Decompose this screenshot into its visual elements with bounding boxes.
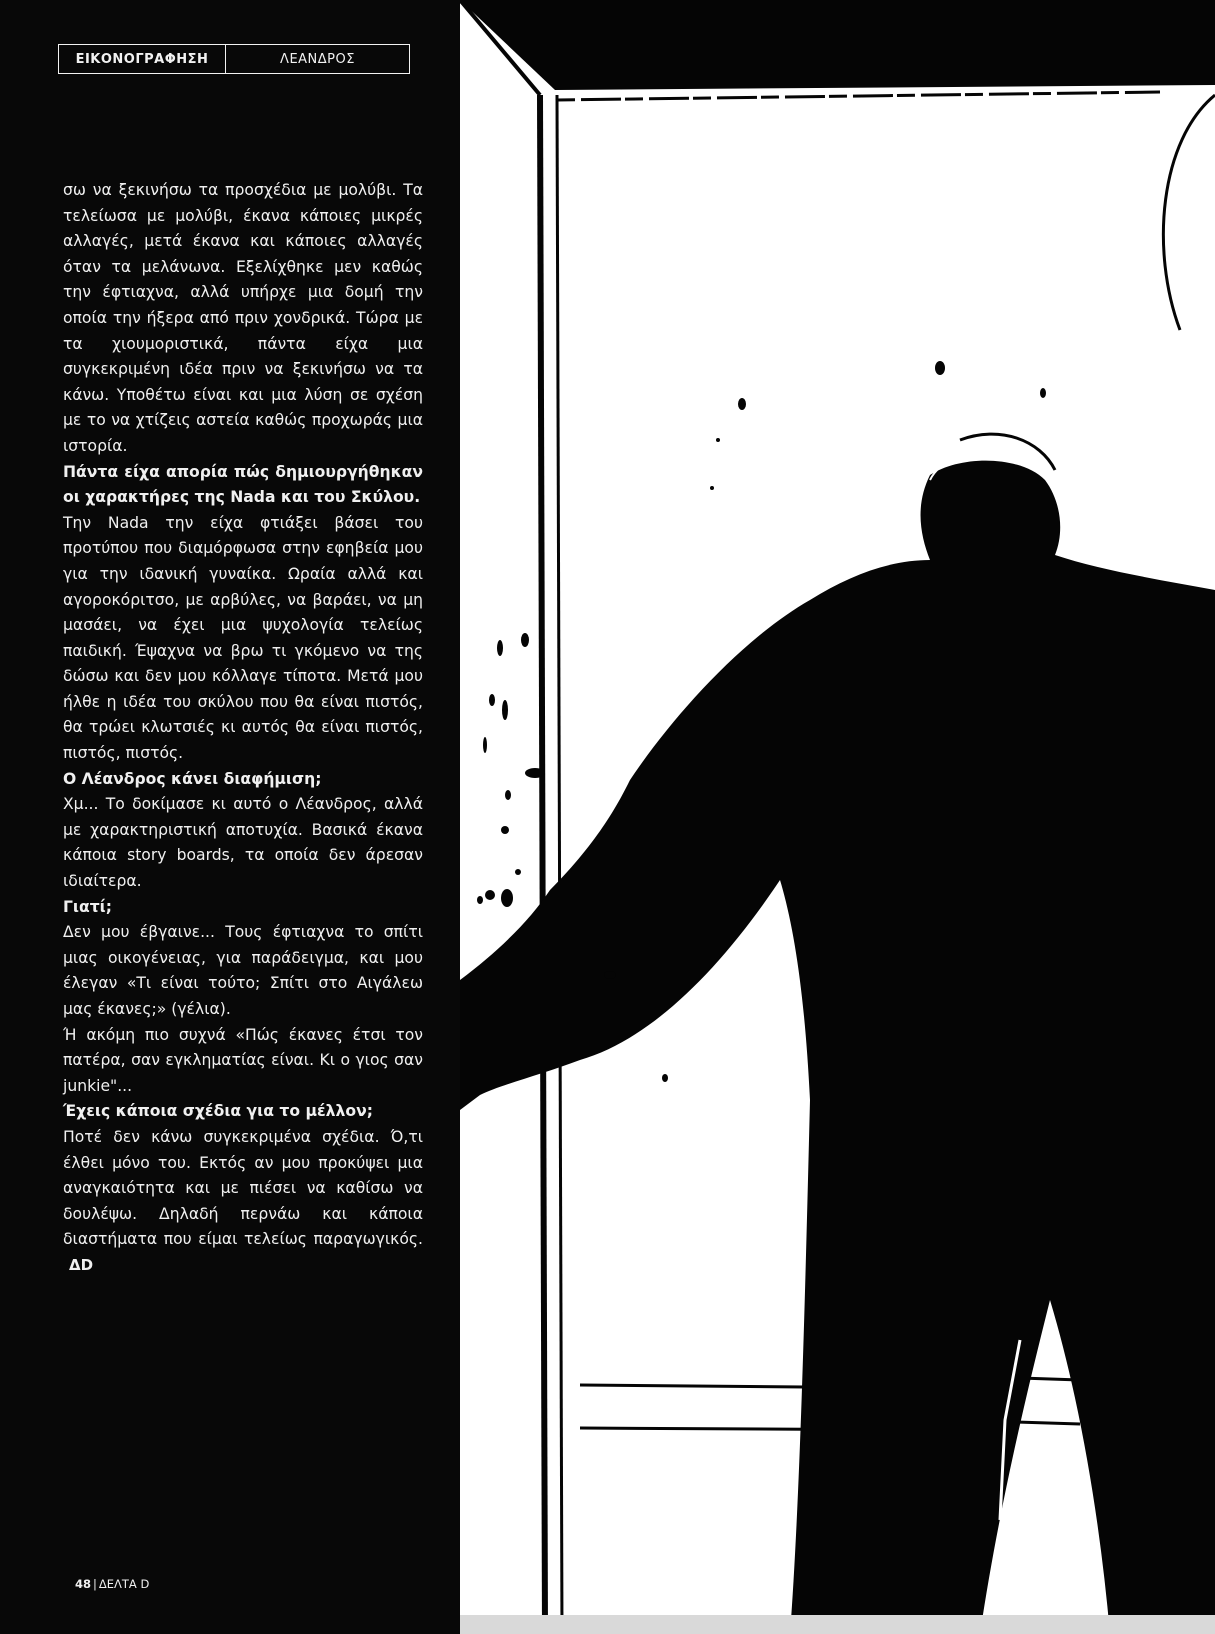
ink-spot bbox=[501, 826, 509, 834]
ink-spot bbox=[477, 896, 483, 904]
ink-spot bbox=[738, 398, 746, 410]
answer-paragraph: Δεν μου έβγαινε... Τους έφτιαχνα το σπίτι μιας οικογένειας, για παράδειγμα, και μου έλεγαν «Τι είναι τούτο; Σπίτι στο Αιγάλεω μας έκανες;» (γέλια). bbox=[63, 923, 423, 1018]
magazine-name: ΔΕΛΤΑ D bbox=[98, 1577, 150, 1591]
ink-spot bbox=[716, 438, 720, 442]
ink-spot bbox=[497, 640, 503, 656]
interview-question: Πάντα είχα απορία πώς δημιουργήθηκαν οι χαρακτήρες της Nada και του Σκύλου. bbox=[63, 462, 423, 507]
ink-spot bbox=[1040, 388, 1046, 398]
answer-paragraph bbox=[63, 1125, 423, 1279]
interview-question: Ο Λέανδρος κάνει διαφήμιση; bbox=[63, 769, 322, 788]
ink-spot bbox=[525, 768, 545, 778]
ink-spot bbox=[604, 971, 616, 979]
ink-spot bbox=[710, 486, 714, 490]
door-lintel bbox=[460, 0, 1215, 90]
section-label: ΕΙΚΟΝΟΓΡΑΦΗΣΗ bbox=[59, 45, 226, 73]
folio-separator: | bbox=[93, 1577, 97, 1591]
section-subject: ΛΕΑΝΔΡΟΣ bbox=[280, 51, 355, 67]
interview-question: Έχεις κάποια σχέδια για το μέλλον; bbox=[63, 1102, 373, 1121]
illustration-drawing bbox=[460, 0, 1215, 1634]
page-folio bbox=[75, 1577, 149, 1591]
ink-spot bbox=[505, 790, 511, 800]
ink-spot bbox=[935, 361, 945, 375]
end-of-article-icon: ΔD bbox=[69, 1255, 94, 1274]
ink-spot bbox=[521, 633, 529, 647]
article-body bbox=[63, 178, 423, 1279]
ink-spot bbox=[515, 869, 521, 875]
ink-spot bbox=[662, 1074, 668, 1082]
answer-paragraph: Την Nada την είχα φτιάξει βάσει του προτύπου που διαμόρφωσα στην εφηβεία μου για την ιδανική γυναίκα. Ωραία αλλά και αγοροκόριτσο, με αρβύλες, να βαράει, να μη μασάει, να έχει μια ψυχολογία τελείως παιδική. Έψαχνα να βρω τι γκόμενο να της δώσω και δεν μου κόλλαγε τίποτα. Μετά μου ήλθε η ιδέα του σκύλου που θα είναι πιστός, θα τρώει κλωτσιές κι αυτός θα είναι πιστός, πιστός, πιστός. bbox=[63, 513, 423, 763]
text-column bbox=[0, 0, 460, 1634]
ink-spot bbox=[485, 890, 495, 900]
ink-spot bbox=[489, 694, 495, 706]
ink-spot bbox=[483, 737, 487, 753]
silhouette-illustration bbox=[460, 0, 1215, 1634]
interview-question: Γιατί; bbox=[63, 897, 112, 916]
floor-line-4 bbox=[1015, 1422, 1080, 1424]
page-number: 48 bbox=[75, 1577, 92, 1591]
answer-paragraph: Χμ... Το δοκίμασε κι αυτό ο Λέανδρος, αλλά με χαρακτηριστική αποτυχία. Βασικά έκανα κάποια story boards, τα οποία δεν άρεσαν ιδιαίτερα. bbox=[63, 795, 423, 891]
answer-paragraph: Ή ακόμη πιο συχνά «Πώς έκανες έτσι τον πατέρα, σαν εγκληματίας είναι. Κι ο γιος σαν junkie"... bbox=[63, 1025, 423, 1095]
section-header bbox=[58, 44, 410, 74]
answer-text: Ποτέ δεν κάνω συγκεκριμένα σχέδια. Ό,τι έλθει μόνο του. Εκτός αν μου προκύψει μια αναγκαιότητα και με πιέσει να καθίσω να δουλέψω. Δηλαδή περνάω και κάποια διαστήματα που είμαι τελείως παραγωγικός. bbox=[63, 1127, 423, 1249]
answer-paragraph: σω να ξεκινήσω τα προσχέδια με μολύβι. Τα τελείωσα με μολύβι, έκανα κάποιες μικρές αλλαγές, μετά έκανα και κάποιες αλλαγές όταν τα μελάνωνα. Εξελίχθηκε μεν καθώς την έφτιαχνα, αλλά υπήρχε μια δομή την οποία την ήξερα από πριν χονδρικά. Τώρα με τα χιουμοριστικά, πάντα είχα μια συγκεκριμένη ιδέα πριν να ξεκινήσω να τα κάνω. Υποθέτω είναι και μια λύση σε σχέση με το να χτίζεις αστεία καθώς προχωράς μια ιστορία. bbox=[63, 181, 423, 455]
ink-spot bbox=[501, 889, 513, 907]
ink-spot bbox=[502, 700, 508, 720]
page-bottom-shadow bbox=[460, 1615, 1215, 1634]
